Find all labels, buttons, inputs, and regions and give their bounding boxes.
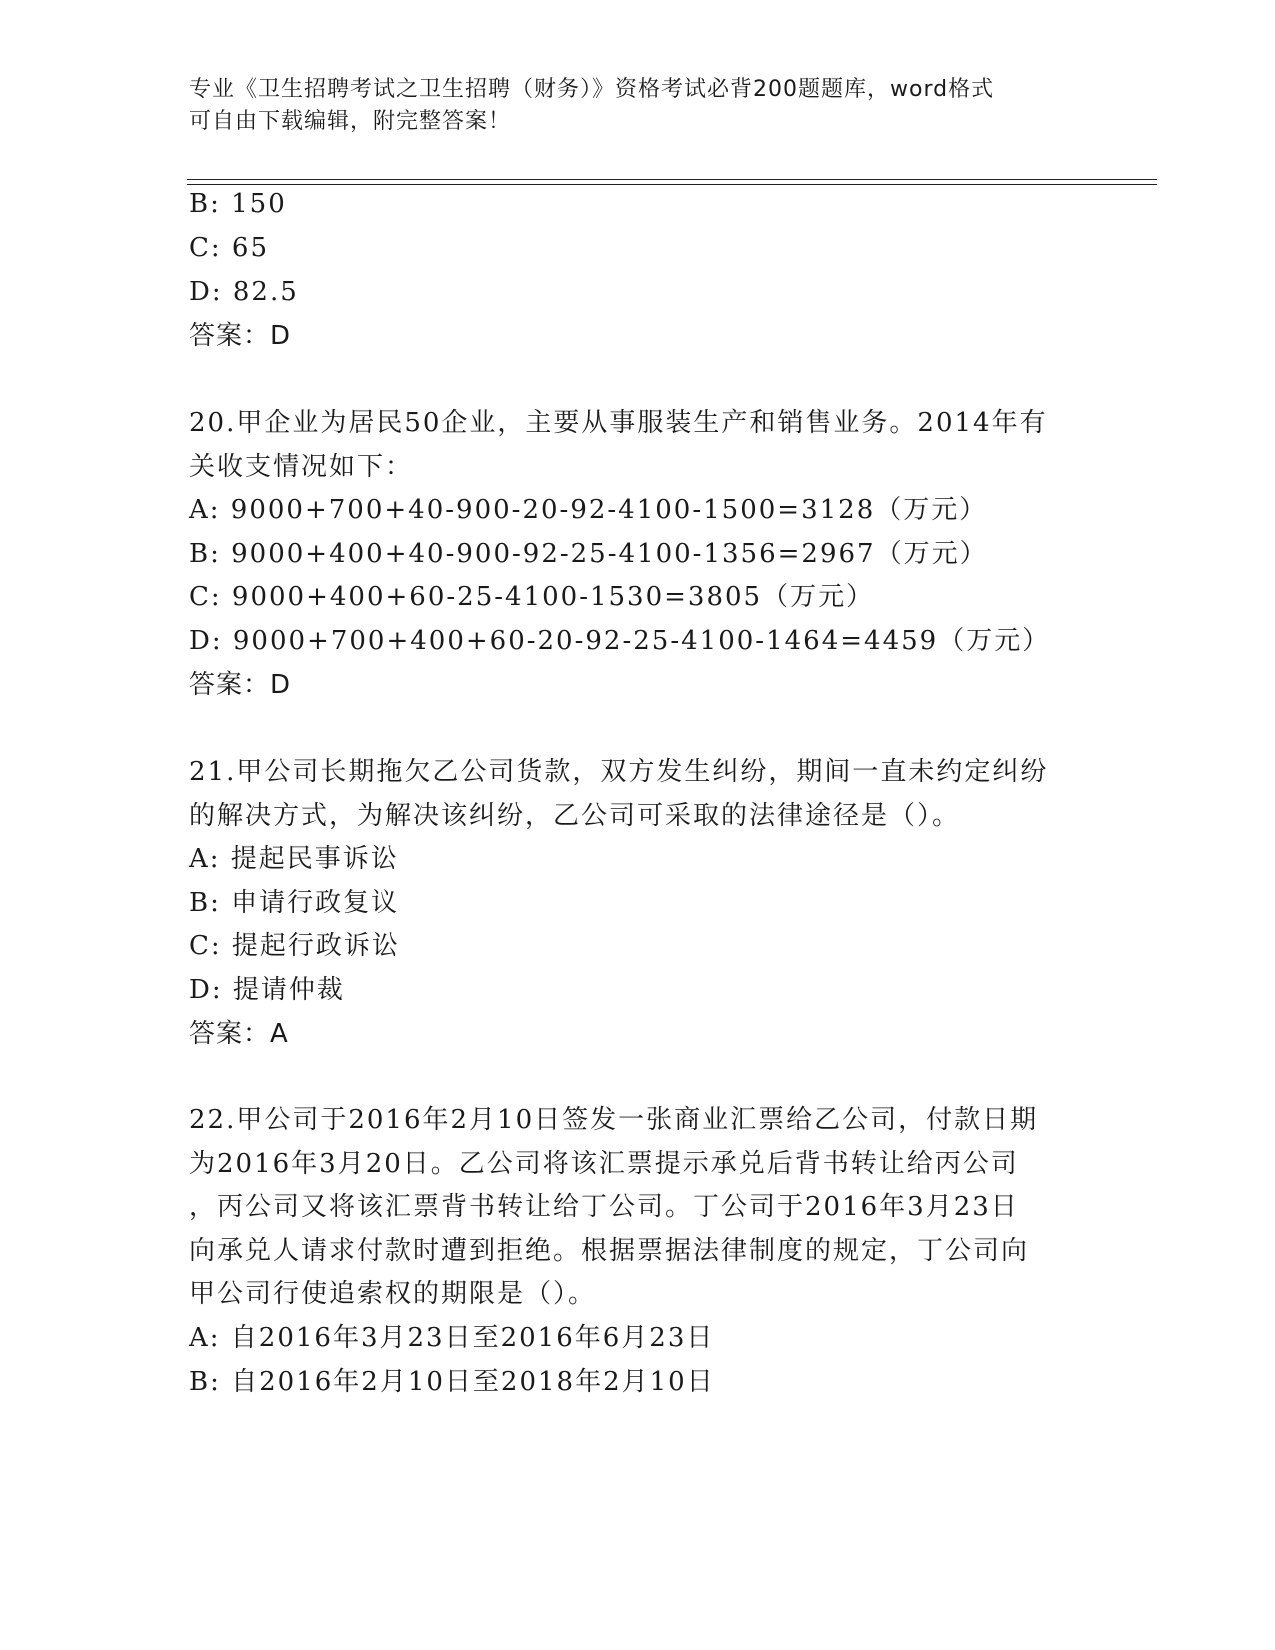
question-line: 的解决方式，为解决该纠纷，乙公司可采取的法律途径是（）。	[189, 801, 961, 831]
option-line: B: 9000+400+40-900-92-25-4100-1356=2967（万元）	[189, 539, 988, 569]
header-line-1: 专业《卫生招聘考试之卫生招聘（财务）》资格考试必背200题题库，word格式	[189, 77, 995, 102]
answer-line: 答案：A	[189, 1019, 289, 1049]
question-line: 向承兑人请求付款时遭到拒绝。根据票据法律制度的规定，丁公司向	[189, 1236, 1030, 1266]
question-line: 甲公司行使追索权的期限是（）。	[189, 1279, 597, 1309]
option-line: A: 9000+700+40-900-20-92-4100-1500=3128（万元）	[189, 495, 988, 525]
header-line-2: 可自由下载编辑，附完整答案！	[189, 109, 512, 134]
question-line: 22.甲公司于2016年2月10日签发一张商业汇票给乙公司，付款日期	[189, 1105, 1039, 1135]
option-line: C: 65	[189, 233, 270, 263]
option-line: A: 自2016年3月23日至2016年6月23日	[189, 1323, 715, 1353]
option-line: B: 自2016年2月10日至2018年2月10日	[189, 1367, 715, 1397]
answer-line: 答案：D	[189, 321, 292, 351]
answer-line: 答案：D	[189, 670, 292, 700]
page-header	[189, 74, 1089, 138]
question-line: 21.甲公司长期拖欠乙公司货款，双方发生纠纷，期间一直未约定纠纷	[189, 757, 1049, 787]
option-line: D: 9000+700+400+60-20-92-25-4100-1464=4459（万元）	[189, 626, 1051, 656]
option-line: B: 申请行政复议	[189, 888, 400, 918]
question-line: 为2016年3月20日。乙公司将该汇票提示承兑后背书转让给丙公司	[189, 1149, 1019, 1179]
header-rule-bottom	[187, 184, 1157, 185]
option-line: D: 提请仲裁	[189, 975, 345, 1005]
question-line: ，丙公司又将该汇票背书转让给丁公司。丁公司于2016年3月23日	[189, 1192, 1019, 1222]
header-rule-top	[187, 179, 1157, 180]
option-line: A: 提起民事诉讼	[189, 844, 399, 874]
option-line: C: 9000+400+60-25-4100-1530=3805（万元）	[189, 582, 875, 612]
option-line: B: 150	[189, 189, 287, 219]
option-line: C: 提起行政诉讼	[189, 931, 400, 961]
question-line: 关收支情况如下：	[189, 452, 414, 482]
question-line: 20.甲企业为居民50企业，主要从事服装生产和销售业务。2014年有	[189, 408, 1048, 438]
option-line: D: 82.5	[189, 277, 299, 307]
